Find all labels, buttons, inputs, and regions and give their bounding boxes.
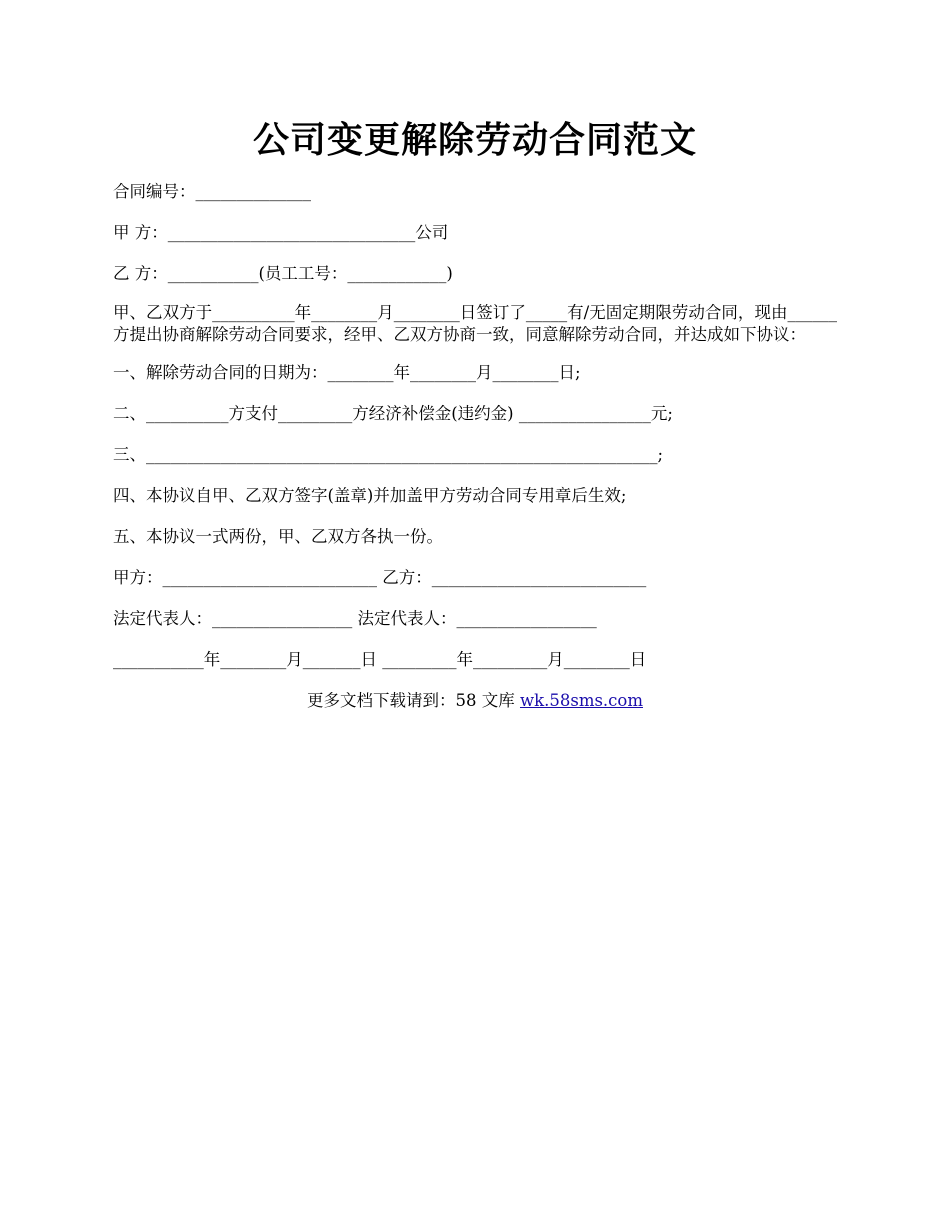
footer-link[interactable]: wk.58sms.com xyxy=(519,691,643,710)
clause-4: 四、本协议自甲、乙双方签字(盖章)并加盖甲方劳动合同专用章后生效; xyxy=(113,486,627,505)
party-a-line: 甲 方：______________________________公司 xyxy=(113,223,449,242)
signature-parties-line: 甲方：__________________________ 乙方：__________________________ xyxy=(113,568,647,587)
party-b-line: 乙 方：___________(员工工号：____________) xyxy=(113,264,453,283)
clause-5: 五、本协议一式两份，甲、乙双方各执一份。 xyxy=(113,527,443,546)
clause-2: 二、__________方支付_________方经济补偿金(违约金) ________________元; xyxy=(113,404,673,423)
footer-line xyxy=(113,689,837,713)
intro-paragraph: 甲、乙双方于__________年________月________日签订了_____有/无固定期限劳动合同，现由______方提出协商解除劳动合同要求，经甲、乙双方协商一致，同意解除劳动合同，并达成如下协议： xyxy=(113,303,837,344)
clause-3: 三、______________________________________________________________; xyxy=(113,445,664,464)
signature-dates-line: ___________年________月_______日 _________年_________月________日 xyxy=(113,650,647,669)
document-body xyxy=(113,178,837,713)
clause-1: 一、解除劳动合同的日期为：________年________月________日; xyxy=(113,363,581,382)
footer-text: 更多文档下载请到：58 文库 xyxy=(306,691,520,710)
signature-representatives-line: 法定代表人：_________________ 法定代表人：_________________ xyxy=(113,609,597,628)
document-title: 公司变更解除劳动合同范文 xyxy=(252,119,697,161)
contract-number-line: 合同编号：______________ xyxy=(113,182,311,201)
